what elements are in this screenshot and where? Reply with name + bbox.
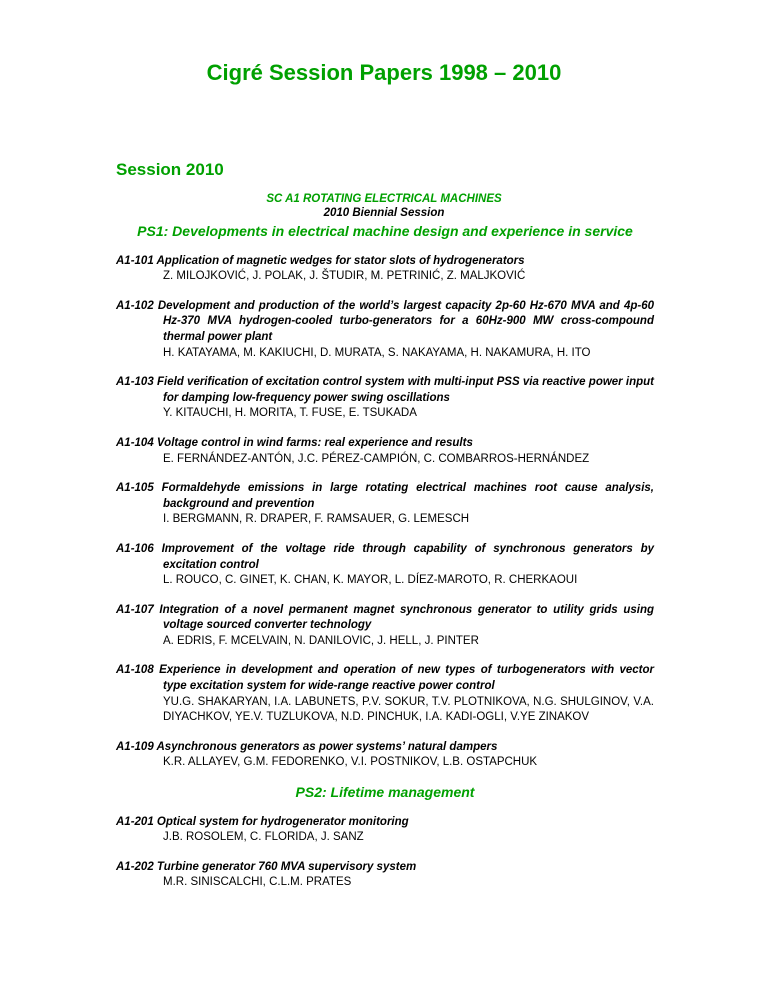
paper-code: A1-103 [116,376,154,389]
paper-title: Field verification of excitation control system with multi-input PSS via reactive power input for damping low-frequency power swing oscillations [156,376,654,404]
paper-title: Asynchronous generators as power systems’ natural dampers [156,740,498,753]
session-subtitle: 2010 Biennial Session [323,207,445,219]
paper-entry [116,436,654,467]
paper-code: A1-107 [116,603,154,616]
paper-title-line [116,254,654,270]
paper-entry [116,815,654,846]
paper-code: A1-102 [116,299,154,312]
paper-authors: I. BERGMANN, R. DRAPER, F. RAMSAUER, G. LEMESCH [163,513,470,526]
paper-code: A1-101 [116,254,154,267]
paper-authors: M.R. SINISCALCHI, C.L.M. PRATES [163,876,352,889]
paper-entry [116,542,654,589]
paper-authors: L. ROUCO, C. GINET, K. CHAN, K. MAYOR, L. DÍEZ-MAROTO, R. CHERKAOUI [163,574,578,587]
paper-code: A1-201 [116,815,154,828]
paper-title: Optical system for hydrogenerator monitoring [156,815,409,828]
section-heading: PS2: Lifetime management [295,784,475,801]
paper-authors: Y. KITAUCHI, H. MORITA, T. FUSE, E. TSUKADA [163,407,417,420]
section-heading: PS1: Developments in electrical machine design and experience in service [137,223,633,239]
paper-title: Application of magnetic wedges for stator slots of hydrogenerators [156,254,525,267]
paper-title-line [116,815,654,831]
paper-code: A1-108 [116,664,154,677]
paper-entry [116,603,654,650]
paper-title-line [116,860,654,876]
paper-code: A1-109 [116,740,154,753]
paper-title: Experience in development and operation of new types of turbogenerators with vector type excitation system for wide-range reactive power control [159,664,654,693]
paper-title-line [116,375,654,406]
paper-entry [116,299,654,361]
paper-entry [116,663,654,725]
paper-entry [116,254,654,285]
paper-authors: Z. MILOJKOVIĆ, J. POLAK, J. ŠTUDIR, M. PETRINIĆ, Z. MALJKOVIĆ [163,270,526,283]
paper-title-line [116,299,654,346]
paper-authors: H. KATAYAMA, M. KAKIUCHI, D. MURATA, S. NAKAYAMA, H. NAKAMURA, H. ITO [163,346,591,359]
session-heading: Session 2010 [116,160,224,179]
paper-title: Improvement of the voltage ride through capability of synchronous generators by excitation control [161,542,654,571]
paper-code: A1-104 [116,436,154,449]
paper-title-line [116,481,654,512]
paper-authors: E. FERNÁNDEZ-ANTÓN, J.C. PÉREZ-CAMPIÓN, C. COMBARROS-HERNÁNDEZ [163,452,590,465]
paper-title: Turbine generator 760 MVA supervisory system [156,860,417,873]
paper-code: A1-106 [116,542,154,555]
paper-title-line [116,740,654,756]
committee-name: SC A1 ROTATING ELECTRICAL MACHINES [266,193,502,205]
paper-authors: A. EDRIS, F. MCELVAIN, N. DANILOVIC, J. HELL, J. PINTER [163,634,479,647]
paper-authors: YU.G. SHAKARYAN, I.A. LABUNETS, P.V. SOKUR, T.V. PLOTNIKOVA, N.G. SHULGINOV, V.A. DIYACHKOV, YE.V. TUZLUKOVA, N.D. PINCHUK, I.A. KADI-OGLI, V.YE ZINAKOV [163,695,654,724]
paper-title-line [116,603,654,634]
paper-title: Integration of a novel permanent magnet synchronous generator to utility grids using voltage sourced converter technology [159,603,654,632]
paper-entry [116,740,654,771]
paper-list [116,224,654,905]
paper-title-line [116,436,654,452]
paper-code: A1-202 [116,860,154,873]
paper-entry [116,481,654,528]
paper-authors: J.B. ROSOLEM, C. FLORIDA, J. SANZ [163,831,364,844]
paper-entry [116,375,654,422]
paper-code: A1-105 [116,482,154,495]
paper-title: Formaldehyde emissions in large rotating electrical machines root cause analysis, background and prevention [161,482,654,510]
document-title: Cigré Session Papers 1998 – 2010 [206,60,562,85]
paper-title: Voltage control in wind farms: real experience and results [156,436,473,449]
paper-title-line [116,663,654,694]
paper-title-line [116,542,654,573]
paper-authors: K.R. ALLAYEV, G.M. FEDORENKO, V.I. POSTNIKOV, L.B. OSTAPCHUK [163,756,538,769]
paper-entry [116,860,654,891]
paper-title: Development and production of the world’s largest capacity 2p-60 Hz-670 MVA and 4p-60 Hz-370 MVA hydrogen-cooled turbo-generators for a 60Hz-900 MW cross-compound thermal power plant [157,299,654,343]
committee-block [0,192,768,220]
